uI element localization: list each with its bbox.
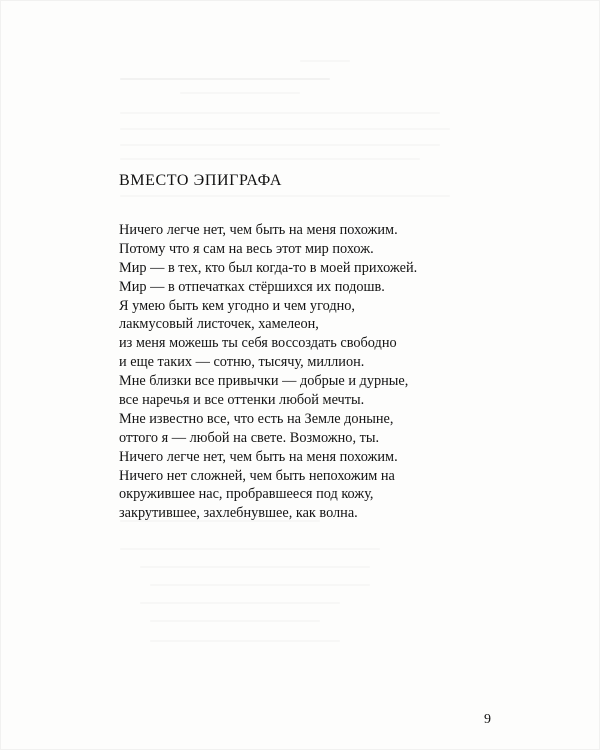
poem-line: окружившее нас, пробравшееся под кожу,: [119, 486, 374, 503]
bleed-through-line: [300, 60, 350, 62]
poem-line: Ничего легче нет, чем быть на меня похожим.: [119, 222, 398, 238]
poem-line: все наречья и все оттенки любой мечты.: [119, 392, 365, 409]
poem-line: Потому что я сам на весь этот мир похож.: [119, 240, 374, 257]
page-number: 9: [484, 712, 491, 727]
poem-line: Мне известно все, что есть на Земле доныне,: [119, 410, 394, 427]
poem-line: лакмусовый листочек, хамелеон,: [119, 316, 319, 333]
poem-line: закрутившее, захлебнувшее, как волна.: [119, 505, 358, 522]
epigraph-heading: ВМЕСТО ЭПИГРАФА: [119, 172, 282, 189]
bleed-through-line: [150, 640, 340, 642]
bleed-through-line: [150, 584, 370, 586]
bleed-through-line: [120, 128, 450, 130]
poem-line: Мир — в тех, кто был когда-то в моей прихожей.: [119, 259, 418, 276]
bleed-through-line: [120, 548, 380, 550]
bleed-through-line: [120, 144, 440, 146]
bleed-through-line: [120, 195, 450, 197]
poem-line: Ничего нет сложней, чем быть непохожим на: [119, 467, 395, 484]
bleed-through-line: [120, 112, 440, 114]
bleed-through-line: [140, 566, 370, 568]
poem-line: Я умею быть кем угодно и чем угодно,: [119, 297, 355, 314]
poem-line: Мне близки все привычки — добрые и дурные,: [119, 373, 409, 390]
poem-line: Ничего легче нет, чем быть на меня похожим.: [119, 448, 398, 465]
poem-line: из меня можешь ты себя воссоздать свободно: [119, 335, 397, 352]
poem-line: Мир — в отпечатках стёршихся их подошв.: [119, 278, 385, 295]
bleed-through-line: [180, 92, 300, 94]
bleed-through-line: [140, 602, 340, 604]
bleed-through-line: [120, 78, 330, 80]
bleed-through-line: [150, 620, 320, 622]
poem: [119, 221, 417, 523]
poem-line: оттого я — любой на свете. Возможно, ты.: [119, 429, 380, 446]
poem-line: и еще таких — сотню, тысячу, миллион.: [119, 354, 365, 371]
bleed-through-line: [120, 158, 420, 160]
